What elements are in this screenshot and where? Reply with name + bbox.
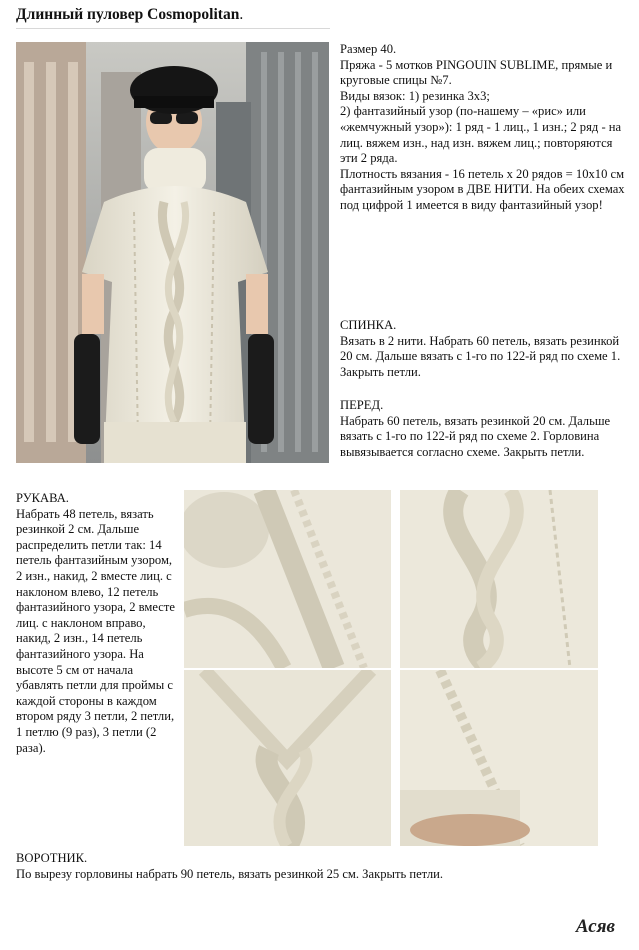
- back-section: [340, 318, 625, 380]
- title-underline: [16, 28, 330, 29]
- detail-photo-sleeve: [400, 670, 598, 846]
- front-heading: ПЕРЕД.: [340, 398, 384, 412]
- model-photo: [16, 42, 329, 463]
- spec-stitch-types: Виды вязок: 1) резинка 3х3;: [340, 88, 490, 103]
- sleeve-section: [16, 491, 181, 756]
- title-dot: .: [239, 6, 244, 23]
- sleeve-heading: РУКАВА.: [16, 491, 69, 505]
- spec-gauge: Плотность вязания - 16 петель х 20 рядов = 10х10 см фантазийным узором в ДВЕ НИТИ. На обеих схемах под цифрой 1 имеется в виду фантазийный узор!: [340, 166, 625, 212]
- title-text: Длинный пуловер Cosmopolitan: [16, 6, 240, 23]
- sleeve-body: Набрать 48 петель, вязать резинкой 2 см. Дальше распределить петли так: 14 петель фантазийным узором, 2 изн., накид, 2 вместе лиц. с наклоном влево, 12 петель фантазийного узора, 2 вместе лиц. с наклоном вправо, накид, 2 изн., 14 петель фантазийного узора. На высоте 5 см от начала убавлять петли для проймы с каждой стороны в каждом втором ряду 3 петли, 2 петли, 1 петлю (9 раз), 3 петли (2 раза).: [16, 506, 175, 755]
- collar-body: По вырезу горловины набрать 90 петель, вязать резинкой 25 см. Закрыть петли.: [16, 866, 444, 881]
- front-body: Набрать 60 петель, вязать резинкой 20 см. Дальше вязать с 1-го по 122-й ряд по схеме 2. Горловина вывязывается согласно схеме. Закрыть петли.: [340, 413, 611, 459]
- collar-heading: ВОРОТНИК.: [16, 851, 88, 865]
- spec-fancy-pattern: 2) фантазийный узор (по-нашему – «рис» или «жемчужный узор»): 1 ряд - 1 лиц., 1 изн.; 2 ряд - на лиц. вяжем изн., над изн. вяжем лиц.; повторяются эти 2 ряда.: [340, 104, 622, 166]
- spec-block: [340, 42, 625, 214]
- front-section: [340, 398, 625, 460]
- page-title: [16, 6, 243, 24]
- spec-yarn: Пряжа - 5 мотков PINGOUIN SUBLIME, прямые и круговые спицы №7.: [340, 57, 613, 88]
- collar-section: [16, 851, 616, 882]
- back-heading: СПИНКА.: [340, 318, 397, 332]
- author-signature: Асяв: [575, 916, 615, 937]
- detail-photo-neckline: [184, 670, 391, 846]
- back-body: Вязать в 2 нити. Набрать 60 петель, вязать резинкой 20 см. Дальше вязать с 1-го по 122-й ряд по схеме 1. Закрыть петли.: [340, 333, 621, 379]
- detail-photo-collar: [184, 490, 391, 668]
- detail-photo-cable: [400, 490, 598, 668]
- spec-size: Размер 40.: [340, 42, 397, 56]
